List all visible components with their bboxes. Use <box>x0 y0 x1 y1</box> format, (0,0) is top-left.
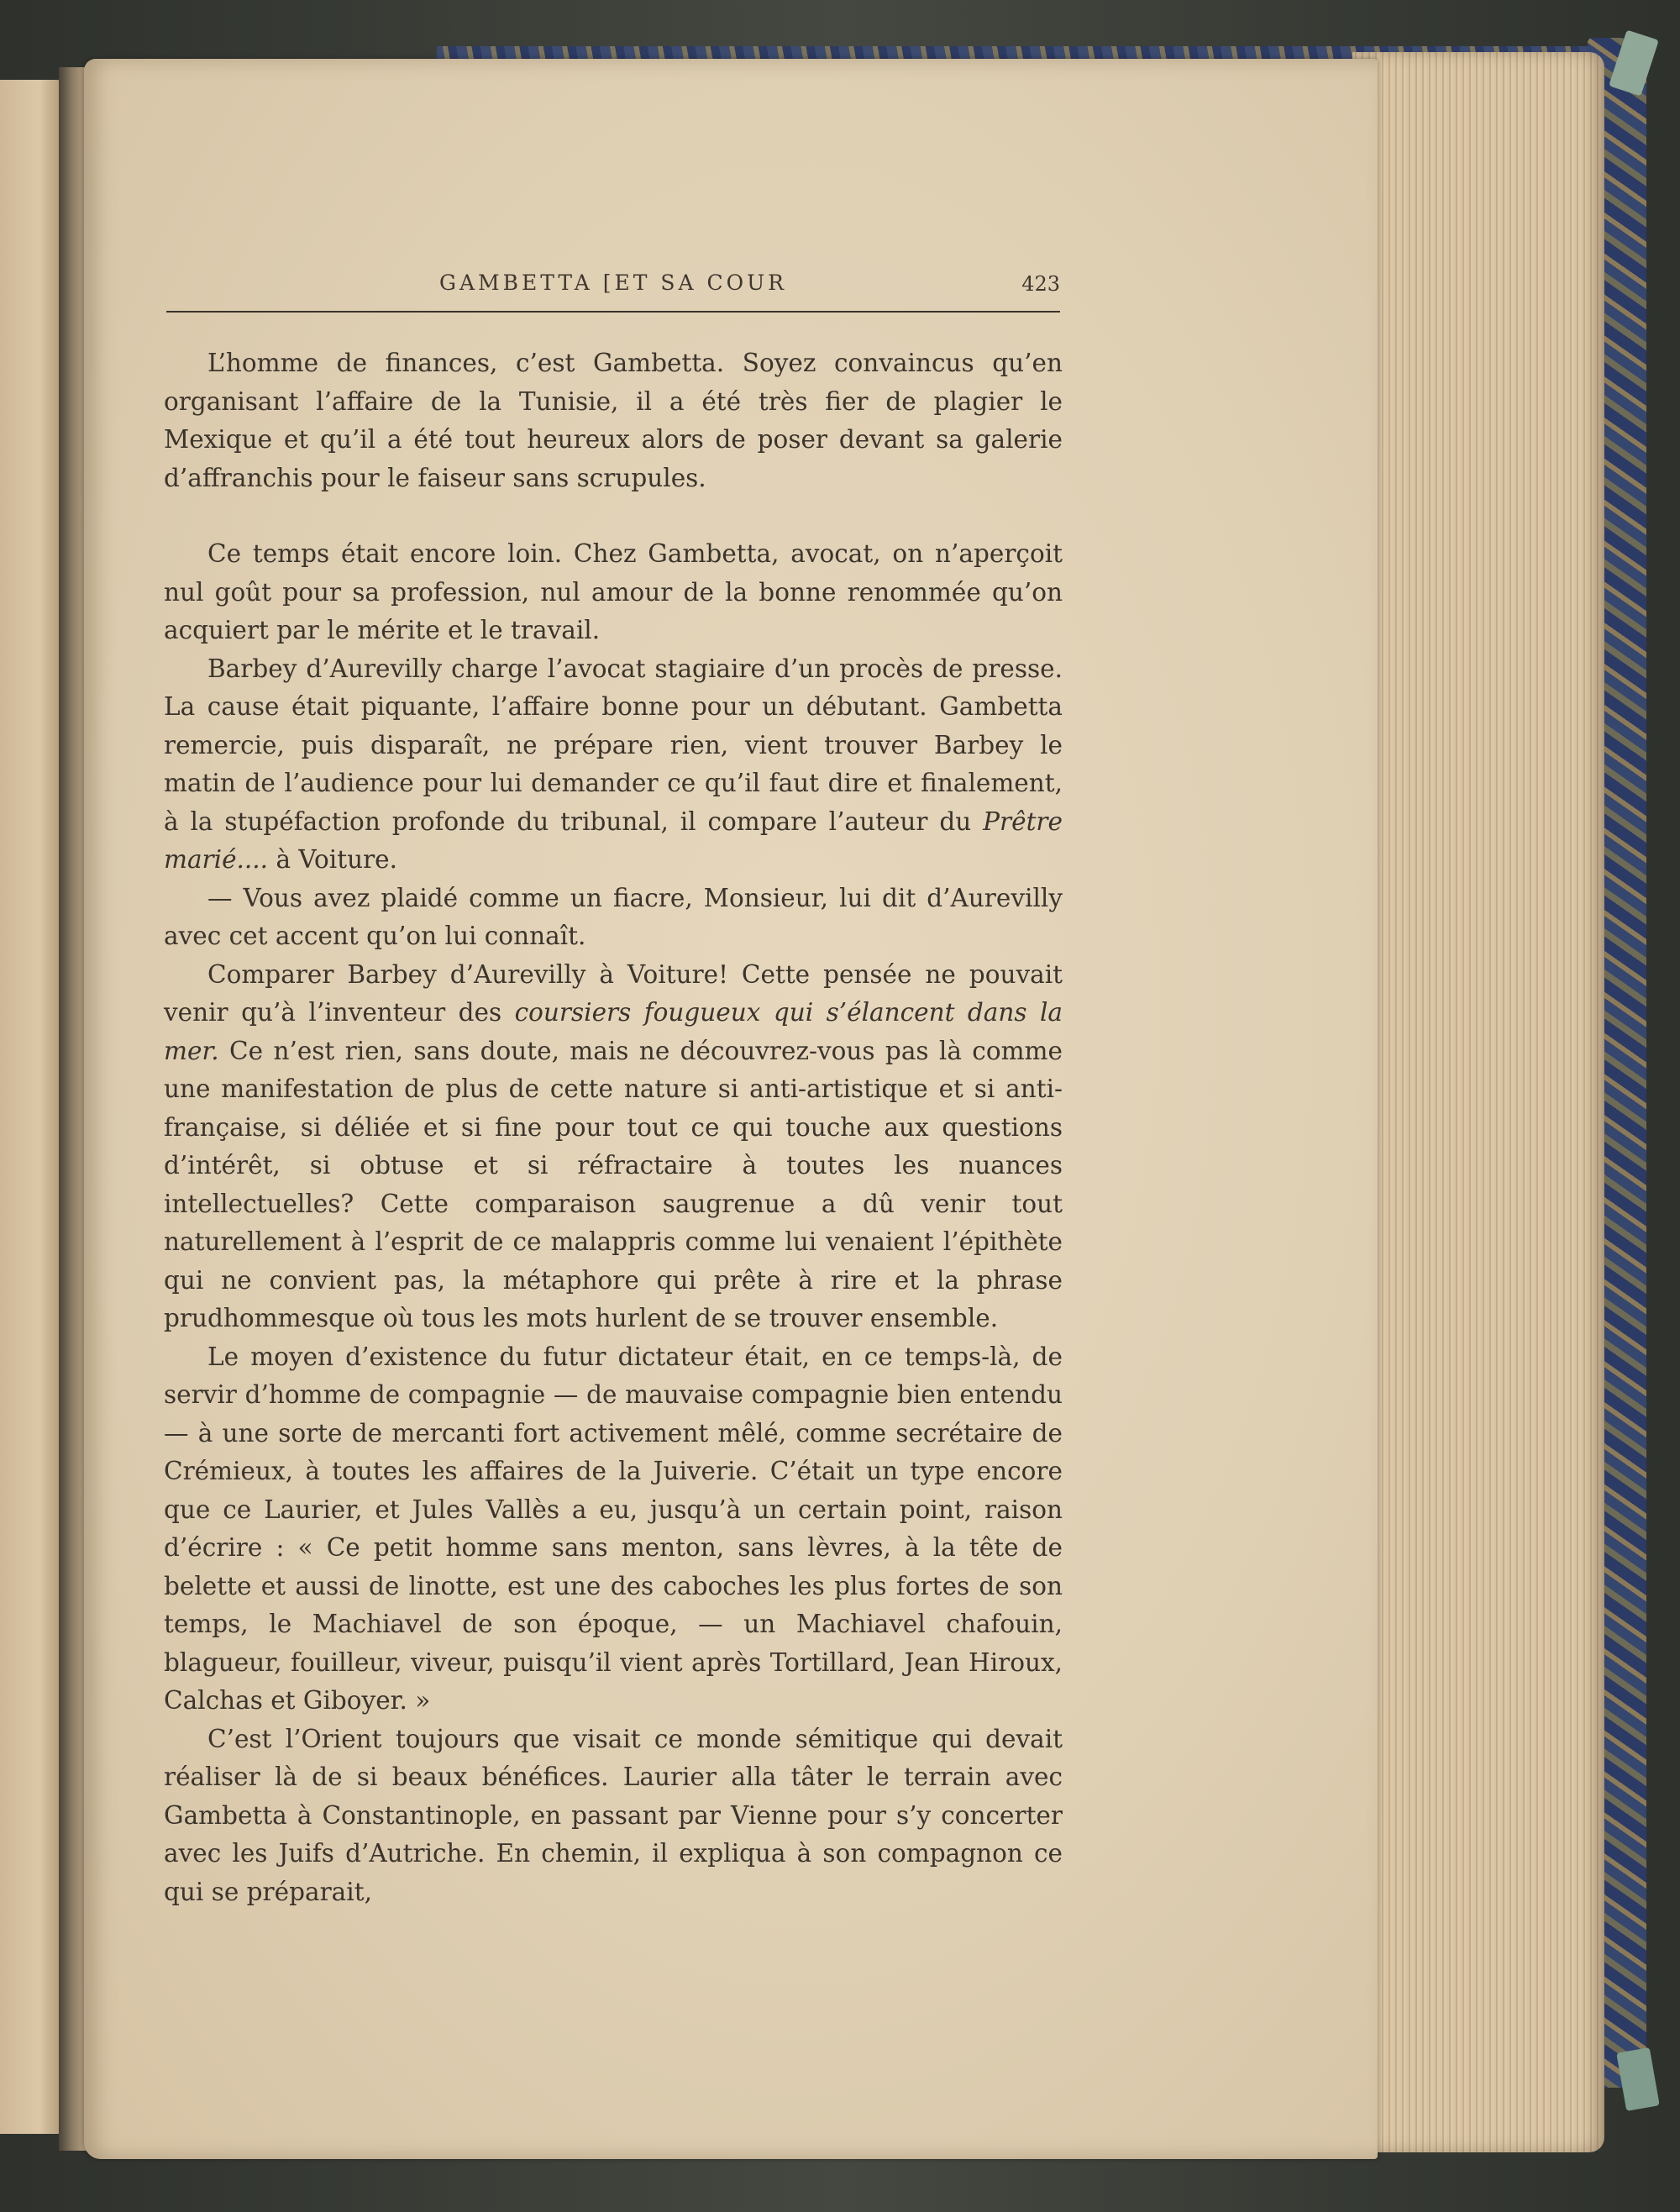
cover-corner-bottom <box>1616 2047 1660 2111</box>
left-page-edge <box>0 80 66 2134</box>
paragraph: Barbey d’Aurevilly charge l’avocat stagiaire d’un procès de presse. La cause était piquante, l’affaire bonne pour un débutant. Gambetta remercie, puis disparaît, ne prépare rien, vient trouver Barbey le matin de l’audience pour lui demander ce qu’il faut dire et finalement, à la stupéfaction profonde du tribunal, il compare l’auteur du Prêtre marié.... à Voiture. <box>164 654 1063 874</box>
italic-title: Prêtre marié.... <box>164 807 1063 874</box>
body-text <box>164 344 1063 1911</box>
paragraph: Ce temps était encore loin. Chez Gambetta, avocat, on n’aperçoit nul goût pour sa profession, nul amour de la bonne renommée qu’on acquiert par le mérite et le travail. <box>164 539 1063 644</box>
paragraph: Comparer Barbey d’Aurevilly à Voiture! Cette pensée ne pouvait venir qu’à l’inventeur des coursiers fougueux qui s’élancent dans la mer. Ce n’est rien, sans doute, mais ne découvrez-vous pas là comme une manifestation de plus de cette nature si anti-artistique et si anti-française, si déliée et si fine pour tout ce qui touche aux questions d’intérêt, si obtuse et si réfractaire à toutes les nuances intellectuelles? Cette comparaison saugrenue a dû venir tout naturellement à l’esprit de ce malappris comme lui venaient l’épithète qui ne convient pas, la métaphore qui prête à rire et la phrase prudhommesque où tous les mots hurlent de se trouver ensemble. <box>164 959 1063 1332</box>
paragraph: Le moyen d’existence du futur dictateur était, en ce temps-là, de servir d’homme de compagnie — de mauvaise compagnie bien entendu — à une sorte de mercanti fort activement mêlé, comme secrétaire de Crémieux, à toutes les affaires de la Juiverie. C’était un type encore que ce Laurier, et Jules Vallès a eu, jusqu’à un certain point, raison d’écrire : « Ce petit homme sans menton, sans lèvres, à la tête de belette et aussi de linotte, est une des caboches les plus fortes de son temps, le Machiavel de son époque, — un Machiavel chafouin, blagueur, fouilleur, viveur, puisqu’il vient après Tortillard, Jean Hiroux, Calchas et Giboyer. » <box>164 1342 1063 1715</box>
page-number: 423 <box>1021 272 1060 296</box>
running-title: GAMBETTA [ET SA COUR <box>439 271 787 295</box>
paragraph: — Vous avez plaidé comme un fiacre, Monsieur, lui dit d’Aurevilly avec cet accent qu’on lui connaît. <box>164 883 1063 950</box>
italic-quote: coursiers fougueux qui s’élancent dans la mer. <box>164 998 1063 1065</box>
book-page <box>84 59 1378 2159</box>
paragraph: L’homme de finances, c’est Gambetta. Soyez convaincus qu’en organisant l’affaire de la Tunisie, il a été très fier de plagier le Mexique et qu’il a été tout heureux alors de poser devant sa galerie d’affranchis pour le faiseur sans scrupules. <box>164 349 1063 492</box>
page-header <box>166 271 1060 313</box>
paragraph: C’est l’Orient toujours que visait ce monde sémitique qui devait réaliser là de si beaux bénéfices. Laurier alla tâter le terrain avec Gambetta à Constantinople, en passant par Vienne pour s’y concerter avec les Juifs d’Autriche. En chemin, il expliqua à son compagnon ce qui se préparait, <box>164 1724 1063 1906</box>
page-block-edges <box>1352 52 1604 2152</box>
